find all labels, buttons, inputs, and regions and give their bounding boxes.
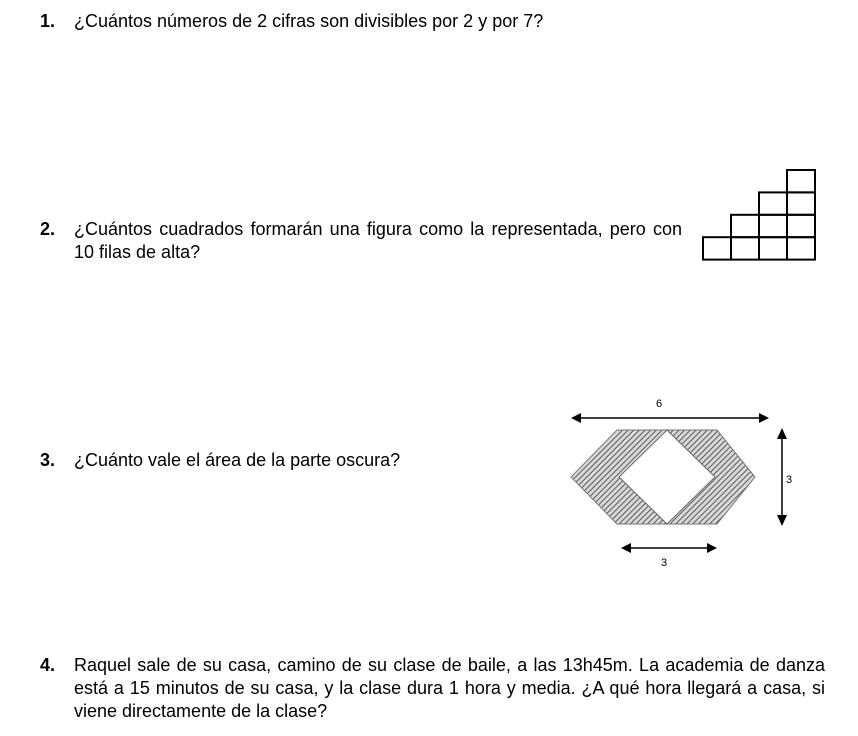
question-2 [40, 218, 682, 264]
question-1-number: 1. [40, 11, 56, 31]
staircase-square [787, 237, 815, 259]
staircase-square [787, 192, 815, 214]
staircase-square [759, 192, 787, 214]
question-2-number: 2. [40, 219, 56, 239]
staircase-square [787, 170, 815, 192]
question-1-text: ¿Cuántos números de 2 cifras son divisibles por 2 y por 7? [74, 11, 544, 31]
staircase-square [731, 237, 759, 259]
staircase-square [731, 215, 759, 237]
staircase-square [703, 237, 731, 259]
bottom-dimension-label: 3 [661, 557, 668, 569]
question-3-text: ¿Cuánto vale el área de la parte oscura? [74, 450, 401, 470]
question-3-number: 3. [40, 450, 56, 470]
staircase-square [759, 237, 787, 259]
bottom-dimension-arrow [621, 543, 717, 553]
staircase-square [787, 215, 815, 237]
top-dimension-label: 6 [656, 398, 663, 410]
question-4 [40, 654, 825, 723]
question-3 [40, 449, 540, 472]
hexagon-figure [565, 385, 805, 575]
question-2-text: ¿Cuántos cuadrados formarán una figura como la representada, pero con 10 filas de alta? [74, 219, 682, 262]
staircase-square [759, 215, 787, 237]
side-dimension-label: 3 [786, 474, 793, 486]
question-4-text: Raquel sale de su casa, camino de su clase de baile, a las 13h45m. La academia de danza está a 15 minutos de su casa, y la clase dura 1 hora y media. ¿A qué hora llegará a casa, si viene directamente de la clase? [74, 655, 825, 721]
staircase-figure [700, 167, 820, 285]
question-4-number: 4. [40, 655, 56, 675]
top-dimension-arrow [571, 413, 769, 423]
question-1 [40, 10, 640, 33]
